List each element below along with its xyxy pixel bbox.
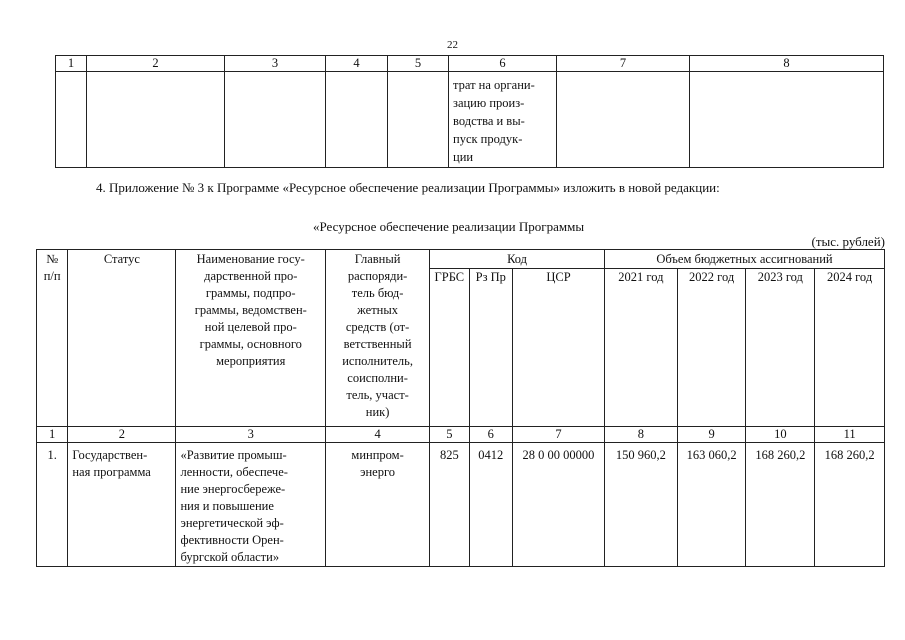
row-rzpr: 0412 — [469, 443, 512, 567]
units-label: (тыс. рублей) — [811, 234, 885, 249]
header-program-name: Наименование госу- дарственной про- граммы, подпро- граммы, ведомствен- ной целевой про- граммы, основного мероприятия — [176, 250, 326, 427]
column-number-row — [37, 427, 885, 443]
header-status: Статус — [68, 250, 176, 427]
continuation-table — [55, 55, 884, 168]
col-number: 10 — [746, 427, 815, 443]
col-number: 9 — [677, 427, 746, 443]
col-number: 1 — [56, 56, 87, 72]
header-budget-group: Объем бюджетных ассигнований — [604, 250, 884, 269]
col-number: 4 — [326, 427, 430, 443]
column-number-row — [56, 56, 884, 72]
header-rzpr: Рз Пр — [469, 269, 512, 427]
header-csr: ЦСР — [513, 269, 605, 427]
col-number: 1 — [37, 427, 68, 443]
col-number: 4 — [326, 56, 388, 72]
col-number: 7 — [557, 56, 690, 72]
col-number: 5 — [430, 427, 469, 443]
header-year-2021: 2021 год — [604, 269, 677, 427]
continuation-cell-text: трат на органи- зацию произ- водства и вы- пуск продук- ции — [449, 72, 557, 168]
header-year-2024: 2024 год — [815, 269, 885, 427]
appendix-title: «Ресурсное обеспечение реализации Программы — [313, 219, 585, 234]
row-status: Государствен- ная программа — [68, 443, 176, 567]
header-year-2022: 2022 год — [677, 269, 746, 427]
row-value-2024: 168 260,2 — [815, 443, 885, 567]
col-number: 7 — [513, 427, 605, 443]
col-number: 11 — [815, 427, 885, 443]
col-number: 8 — [604, 427, 677, 443]
col-number: 8 — [690, 56, 884, 72]
col-number: 5 — [388, 56, 449, 72]
row-program-name: «Развитие промыш- ленности, обеспече- ние энергосбереже- ния и повышение энергетической эф- фективности Орен- бургской области» — [176, 443, 326, 567]
col-number: 2 — [87, 56, 225, 72]
header-code-group: Код — [430, 250, 605, 269]
header-grbs: ГРБС — [430, 269, 469, 427]
col-number: 2 — [68, 427, 176, 443]
header-year-2023: 2023 год — [746, 269, 815, 427]
row-grbs: 825 — [430, 443, 469, 567]
row-budget-manager: минпром- энерго — [326, 443, 430, 567]
row-number: 1. — [37, 443, 68, 567]
table-row — [37, 443, 885, 567]
row-value-2021: 150 960,2 — [604, 443, 677, 567]
resource-table — [36, 249, 885, 567]
header-row — [37, 250, 885, 269]
page-number: 22 — [447, 39, 458, 51]
header-budget-manager: Главный распоряди- тель бюд- жетных средств (от- ветственный исполнитель, соисполни- тель, участ- ник) — [326, 250, 430, 427]
header-num: № п/п — [37, 250, 68, 427]
continuation-row — [56, 72, 884, 168]
row-csr: 28 0 00 00000 — [513, 443, 605, 567]
col-number: 6 — [449, 56, 557, 72]
col-number: 3 — [176, 427, 326, 443]
row-value-2023: 168 260,2 — [746, 443, 815, 567]
col-number: 3 — [225, 56, 326, 72]
col-number: 6 — [469, 427, 512, 443]
row-value-2022: 163 060,2 — [677, 443, 746, 567]
amendment-paragraph: 4. Приложение № 3 к Программе «Ресурсное обеспечение реализации Программы» изложить в новой редакции: — [96, 180, 720, 195]
